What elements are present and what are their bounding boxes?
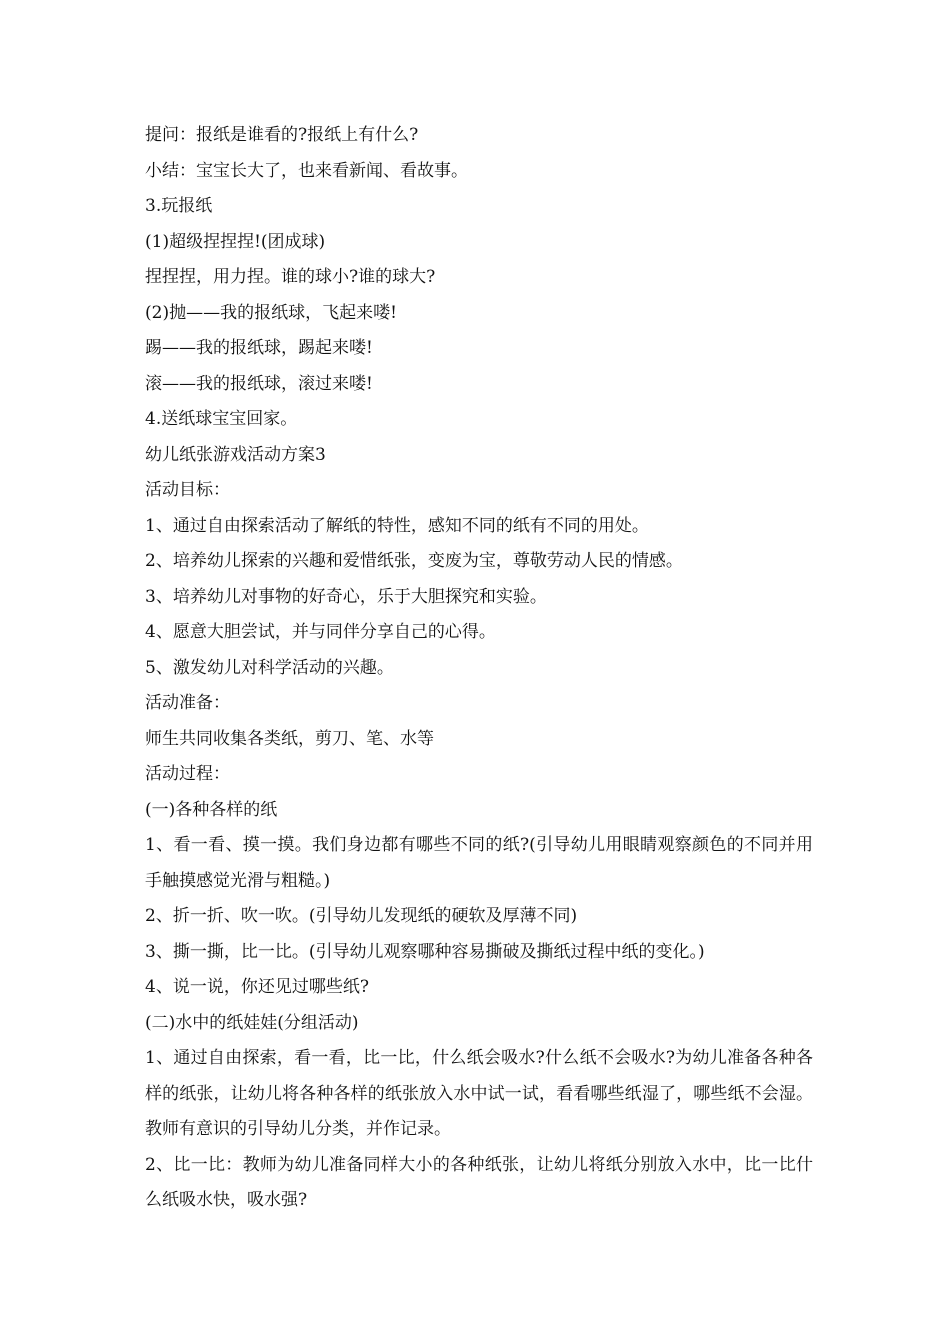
section-heading: 3.玩报纸	[145, 196, 213, 216]
subsection-heading: (二)水中的纸娃娃(分组活动)	[145, 1012, 359, 1033]
list-item: 2、培养幼儿探索的兴趣和爱惜纸张，变废为宝，尊敬劳动人民的情感。	[145, 551, 683, 571]
list-item: 2、比一比：教师为幼儿准备同样大小的各种纸张，让幼儿将纸分别放入水中，比一比什么纸吸水快，吸水强?	[145, 1154, 813, 1210]
document-title: 幼儿纸张游戏活动方案3	[145, 444, 326, 465]
list-item: 1、看一看、摸一摸。我们身边都有哪些不同的纸?(引导幼儿用眼睛观察颜色的不同并用手触摸感觉光滑与粗糙。)	[145, 835, 813, 891]
document-body	[145, 118, 813, 1219]
section-heading: 活动准备：	[145, 693, 230, 713]
paragraph: (2)抛——我的报纸球，飞起来喽!	[145, 302, 397, 323]
paragraph: 提问：报纸是谁看的?报纸上有什么?	[145, 125, 419, 145]
list-item: 4、说一说，你还见过哪些纸?	[145, 977, 369, 997]
list-item: 1、通过自由探索活动了解纸的特性，感知不同的纸有不同的用处。	[145, 515, 649, 536]
list-item: 4、愿意大胆尝试，并与同伴分享自己的心得。	[145, 622, 496, 642]
paragraph: 踢——我的报纸球，踢起来喽!	[145, 338, 373, 358]
paragraph: 滚——我的报纸球，滚过来喽!	[145, 373, 373, 394]
list-item: 1、通过自由探索，看一看，比一比，什么纸会吸水?什么纸不会吸水?为幼儿准备各种各样的纸张，让幼儿将各种各样的纸张放入水中试一试，看看哪些纸湿了，哪些纸不会湿。教师有意识的引导幼儿分类，并作记录。	[145, 1048, 813, 1139]
section-heading: 活动过程：	[145, 764, 230, 784]
list-item: 2、折一折、吹一吹。(引导幼儿发现纸的硬软及厚薄不同)	[145, 906, 578, 926]
paragraph: 小结：宝宝长大了，也来看新闻、看故事。	[145, 160, 468, 181]
list-item: 5、激发幼儿对科学活动的兴趣。	[145, 657, 394, 678]
subsection-heading: (一)各种各样的纸	[145, 799, 278, 820]
paragraph: 师生共同收集各类纸，剪刀、笔、水等	[145, 728, 434, 749]
paragraph: 捏捏捏，用力捏。谁的球小?谁的球大?	[145, 267, 436, 287]
section-heading: 4.送纸球宝宝回家。	[145, 409, 298, 429]
section-heading: 活动目标：	[145, 480, 230, 500]
list-item: 3、撕一撕，比一比。(引导幼儿观察哪种容易撕破及撕纸过程中纸的变化。)	[145, 941, 705, 962]
list-item: 3、培养幼儿对事物的好奇心，乐于大胆探究和实验。	[145, 586, 547, 607]
paragraph: (1)超级捏捏捏!(团成球)	[145, 231, 326, 252]
